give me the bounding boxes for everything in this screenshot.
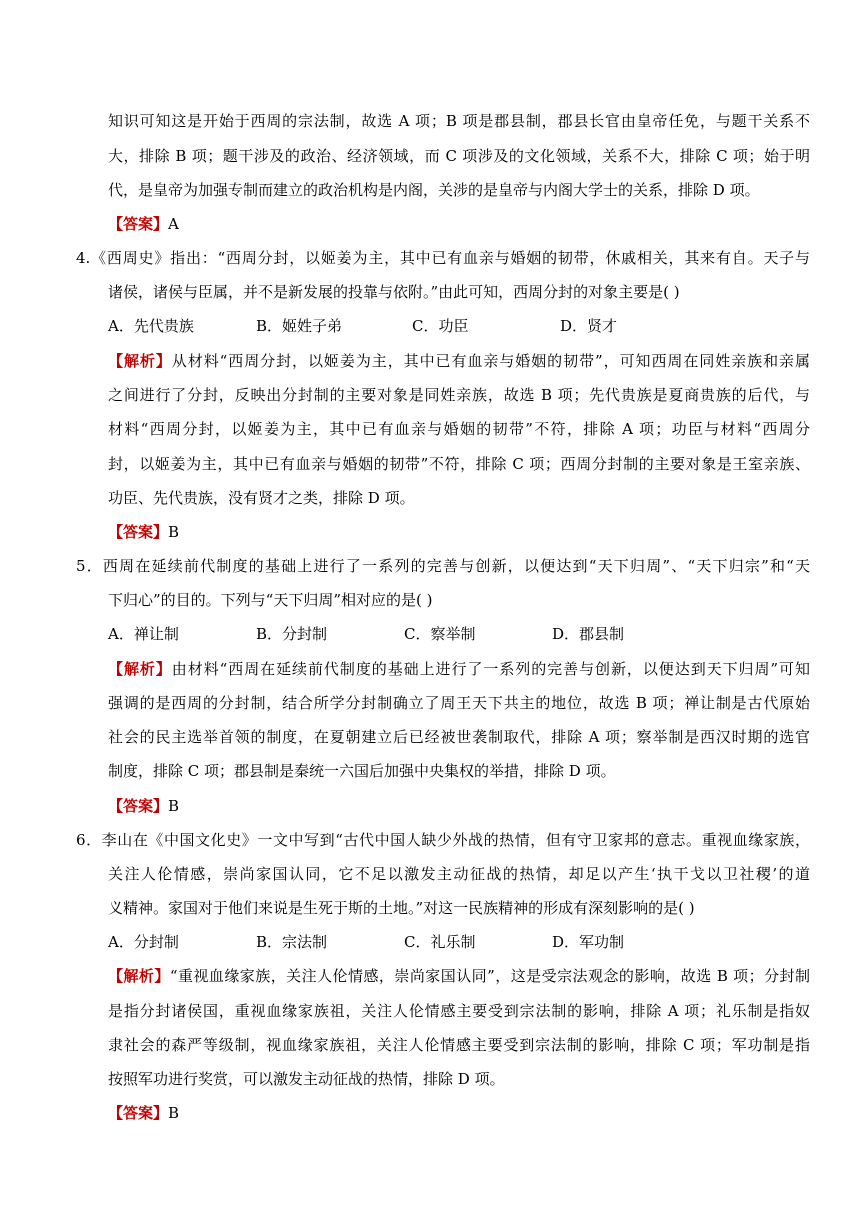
answer-tag: 【答案】	[108, 797, 169, 815]
q5-stem-line-1: 5．西周在延续前代制度的基础上进行了一系列的完善与创新，以便达到“天下归周”、“天下归宗”和“天	[76, 557, 810, 575]
q5-analysis-first: 由材料“西周在延续前代制度的基础上进行了一系列的完善与创新，以便达到天下归周”可知	[171, 660, 810, 678]
answer-tag: 【答案】	[108, 1104, 169, 1122]
q4-option-a: A．先代贵族	[108, 317, 194, 335]
q5-analysis-line-3: 社会的民主选举首领的制度，在夏朝建立后已经被世袭制取代，排除 A 项；察举制是西汉时期的选官	[108, 728, 810, 746]
q4-analysis-line-5: 功臣、先代贵族，没有贤才之类，排除 D 项。	[108, 489, 415, 507]
q6-option-b: B．宗法制	[256, 933, 328, 951]
q6-analysis-line-3: 隶社会的森严等级制，视血缘家族祖，关注人伦情感主要受到宗法制的影响，排除 C 项；军功制是指	[108, 1036, 810, 1054]
q5-answer	[108, 796, 179, 816]
q5-option-d: D．郡县制	[552, 625, 625, 643]
q6-analysis-line-4: 按照军功进行奖赏，可以激发主动征战的热情，排除 D 项。	[108, 1070, 505, 1088]
answer-value: B	[168, 523, 180, 541]
q5-option-b: B．分封制	[256, 625, 328, 643]
q6-analysis-line-2: 是指分封诸侯国，重视血缘家族祖，关注人伦情感主要受到宗法制的影响，排除 A 项；礼乐制是指奴	[108, 1002, 810, 1020]
answer-value: B	[168, 1104, 180, 1122]
q4-analysis-line-2: 之间进行了分封，反映出分封制的主要对象是同姓亲族，故选 B 项；先代贵族是夏商贵族的后代，与	[108, 386, 810, 404]
q4-option-b: B．姬姓子弟	[256, 317, 343, 335]
q5-option-c: C．察举制	[404, 625, 476, 643]
q4-analysis-first: 从材料“西周分封，以姬姜为主，其中已有血亲与婚姻的韧带”，可知西周在同姓亲族和亲属	[171, 352, 810, 370]
intro-line-1: 知识可知这是开始于西周的宗法制，故选 A 项；B 项是郡县制，郡县长官由皇帝任免，与题干关系不	[108, 112, 810, 130]
q4-answer	[108, 522, 179, 542]
answer-value: B	[168, 797, 180, 815]
q5-option-a: A．禅让制	[108, 625, 179, 643]
answer-tag: 【答案】	[108, 215, 169, 233]
intro-line-3: 代，是皇帝为加强专制而建立的政治机构是内阁，关涉的是皇帝与内阁大学士的关系，排除 D 项。	[108, 181, 760, 199]
q4-analysis-line-1	[108, 351, 810, 371]
q5-analysis-line-2: 强调的是西周的分封制，结合所学分封制确立了周王天下共主的地位，故选 B 项；禅让制是古代原始	[108, 694, 810, 712]
analysis-tag: 【解析】	[108, 967, 170, 985]
intro-answer	[108, 214, 179, 234]
analysis-tag: 【解析】	[108, 352, 172, 370]
q5-stem-line-2: 下归心”的目的。下列与“天下归周”相对应的是( )	[108, 591, 433, 609]
answer-value: A	[168, 215, 179, 233]
analysis-tag: 【解析】	[108, 660, 172, 678]
q4-stem-line-1: 4.《西周史》指出：“西周分封，以姬姜为主，其中已有血亲与婚姻的韧带，休戚相关，其来有自。天子与	[76, 249, 810, 267]
q5-analysis-line-1	[108, 659, 810, 679]
q4-option-c: C．功臣	[412, 317, 469, 335]
intro-line-2: 大，排除 B 项；题干涉及的政治、经济领域，而 C 项涉及的文化领域，关系不大，排除 C 项；始于明	[108, 147, 810, 165]
q6-analysis-line-1	[108, 966, 810, 986]
q6-stem-line-2: 关注人伦情感，崇尚家国认同，它不足以激发主动征战的热情，却足以产生‘执干戈以卫社稷’的道	[108, 865, 810, 883]
q6-option-c: C．礼乐制	[404, 933, 476, 951]
q4-stem-line-2: 诸侯，诸侯与臣属，并不是新发展的投靠与依附。”由此可知，西周分封的对象主要是( )	[108, 283, 680, 301]
answer-tag: 【答案】	[108, 523, 169, 541]
q4-analysis-line-4: 封，以姬姜为主，其中已有血亲与婚姻的韧带”不符，排除 C 项；西周分封制的主要对象是王室亲族、	[108, 455, 810, 473]
q6-stem-line-3: 义精神。家国对于他们来说是生死于斯的土地。”对这一民族精神的形成有深刻影响的是( )	[108, 899, 695, 917]
q6-option-d: D．军功制	[552, 933, 625, 951]
q6-answer	[108, 1103, 179, 1123]
q4-analysis-line-3: 材料“西周分封，以姬姜为主，其中已有血亲与婚姻的韧带”不符，排除 A 项；功臣与材料“西周分	[108, 420, 810, 438]
q5-analysis-line-4: 制度，排除 C 项；郡县制是秦统一六国后加强中央集权的举措，排除 D 项。	[108, 762, 616, 780]
q4-option-d: D．贤才	[560, 317, 618, 335]
q6-option-a: A．分封制	[108, 933, 179, 951]
q6-stem-line-1: 6．李山在《中国文化史》一文中写到“古代中国人缺少外战的热情，但有守卫家邦的意志。重视血缘家族，	[76, 831, 810, 849]
q6-analysis-first: “重视血缘家族，关注人伦情感，崇尚家国认同”，这是受宗法观念的影响，故选 B 项；分封制	[169, 967, 810, 985]
